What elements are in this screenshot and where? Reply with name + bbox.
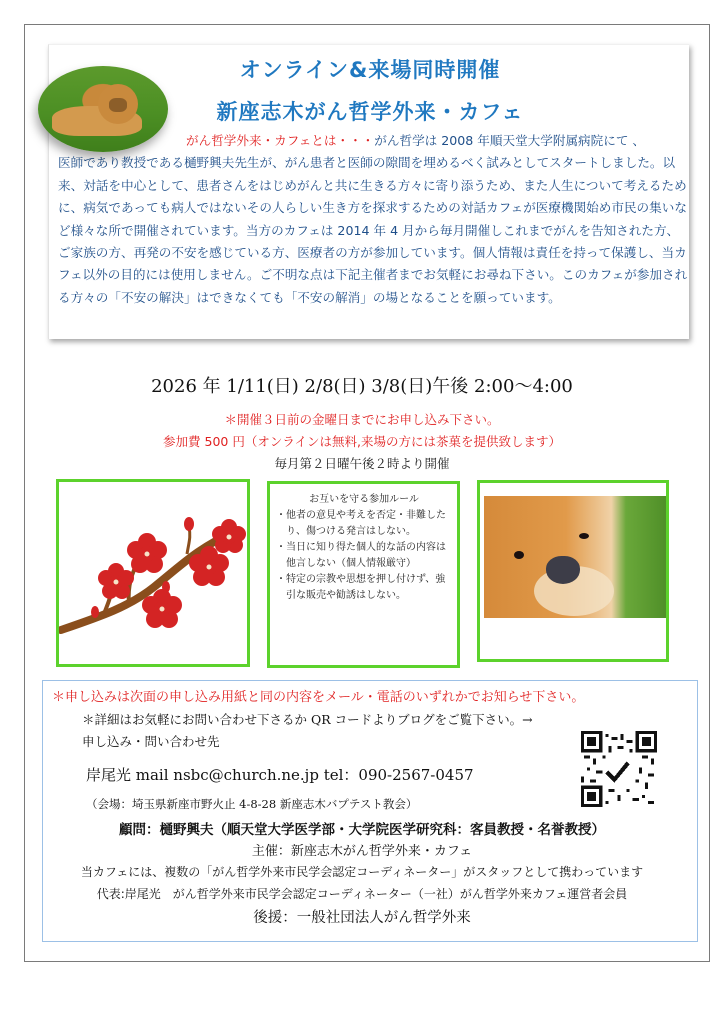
rule-item: ・他者の意見や考えを否定・非難したり、傷つける発言はしない。 [276, 510, 446, 537]
plum-blossom-icon [59, 482, 247, 664]
fee-notice: 参加費 500 円（オンラインは無料,来場の方には茶菓を提供致します） [163, 434, 561, 449]
regular-schedule: 毎月第２日曜午後２時より開催 [274, 456, 450, 471]
header-dog-image [38, 66, 168, 152]
host-line: 主催：新座志木がん哲学外来・カフェ [251, 844, 473, 859]
deadline-notice: ＊開催３日前の金曜日までにお申し込み下さい。 [224, 412, 500, 427]
staff-line: 当カフェには、複数の「がん哲学外来市民学会認定コーディネーター」がスタッフとして携わっています [80, 865, 644, 879]
intro-text [58, 130, 690, 309]
event-subtitle: オンライン&来場同時開催 [239, 58, 501, 82]
apply-notice: ＊申し込みは次面の申し込み用紙と同の内容をメール・電話のいずれかでお知らせ下さい。 [52, 690, 585, 705]
advisor-line: 顧問：樋野興夫（順天堂大学医学部・大学院医学研究科：客員教授・名誉教授） [119, 822, 605, 838]
plum-blossom-image [56, 479, 250, 667]
representative-line: 代表:岸尾光 がん哲学外来市民学会認定コーディネーター（一社）がん哲学外来カフェ運営者会員 [96, 887, 628, 901]
rules-title: お互いを守る参加ルール [309, 494, 419, 505]
support-line: 後援：一般社団法人がん哲学外来 [253, 910, 471, 926]
dog-photo [484, 496, 666, 618]
intro-first-line-rest: がん哲学は 2008 年順天堂大学附属病院にて 、 [374, 133, 646, 148]
intro-body: 医師であり教授である樋野興夫先生が、がん患者と医師の隙間を埋めるべく試みとしてスタートしました。以来、対話を中心として、患者さんをはじめがんと共に生きる方々に寄り添うため、また人生について考えるために、病気であっても病人ではないその人らしい生き方を探求するための対話カフェが医療機関始め市民の集いなど様々な所で開催されています。当方のカフェは 2014 年 4 月から毎月開催しこれまでがんを告知された方、ご家族の方、再発の不安を感じている方、医療者の方が参加しています。個人情報は責任を持って保護し、当カフェ以外の目的には使用しません。ご不明な点は下記主催者までお気軽にお尋ね下さい。このカフェが参加される方々の「不安の解決」はできなくても「不安の解消」の場となることを願っています。 [58, 155, 688, 305]
page-title: 新座志木がん哲学外来・カフェ [216, 100, 524, 124]
venue-address: （会場：埼玉県新座市野火止 4-8-28 新座志木バプテスト教会） [86, 797, 418, 811]
contact-label: 申し込み・問い合わせ先 [82, 734, 220, 749]
participation-rules-box [267, 481, 460, 668]
detail-notice: ＊詳細はお気軽にお問い合わせ下さるか QR コードよりブログをご覧下さい。→ [82, 712, 533, 727]
rule-item: ・特定の宗教や思想を押し付けず、強引な販売や勧誘はしない。 [276, 574, 446, 601]
event-dates: 2026 年 1/11(日) 2/8(日) 3/8(日)午後 2:00～4:00 [151, 376, 573, 397]
rules-text [276, 492, 452, 604]
intro-lead: がん哲学外来・カフェとは・・・ [186, 133, 375, 148]
dog-closeup-image [477, 480, 669, 662]
rule-item: ・当日に知り得た個人的な話の内容は他言しない（個人情報厳守） [276, 542, 446, 569]
contact-info: 岸尾光 mail nsbc@church.ne.jp tel：090-2567-0457 [86, 766, 474, 784]
qr-code-icon[interactable] [581, 731, 657, 807]
